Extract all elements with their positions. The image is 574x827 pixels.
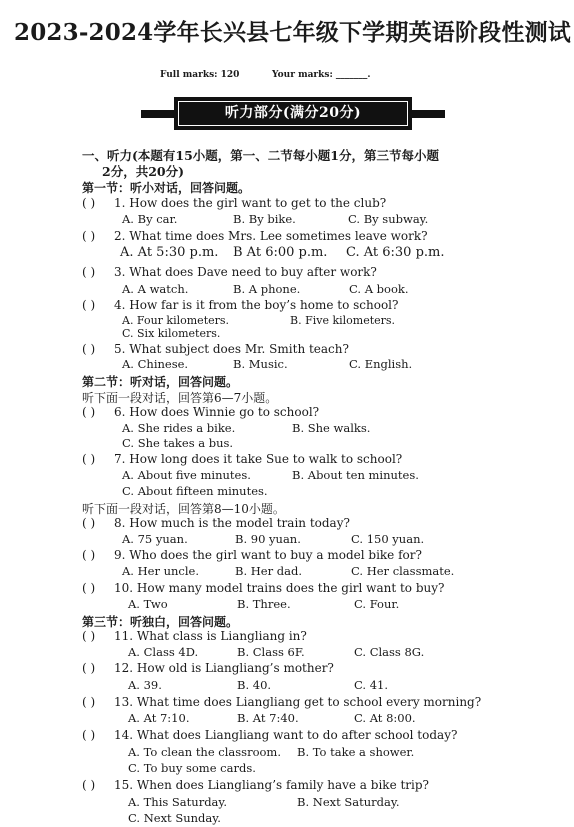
- option: A. Her uncle.: [122, 564, 199, 578]
- option: A. About five minutes.: [122, 468, 251, 482]
- option: A. This Saturday.: [128, 795, 228, 809]
- banner-label: 听力部分(满分20分): [174, 97, 412, 130]
- option: A. Two: [128, 597, 168, 611]
- option: C. Four.: [354, 597, 400, 611]
- question-8: ( ) 8. How much is the model train today?: [82, 516, 350, 530]
- question-6: ( ) 6. How does Winnie go to school?: [82, 405, 320, 419]
- full-marks: Full marks: 120: [160, 70, 240, 80]
- option: A. Chinese.: [122, 357, 189, 371]
- question-12: ( ) 12. How old is Liangliang’s mother?: [82, 661, 334, 675]
- option: C. By subway.: [348, 212, 429, 226]
- option: C. She takes a bus.: [122, 436, 234, 450]
- option: A. Four kilometers.: [122, 314, 230, 327]
- option: B. Five kilometers.: [290, 314, 396, 327]
- option: B. She walks.: [292, 421, 371, 435]
- answer-blank[interactable]: ( ): [82, 778, 96, 792]
- answer-blank[interactable]: ( ): [82, 342, 96, 356]
- answer-blank[interactable]: ( ): [82, 516, 96, 530]
- option: B. About ten minutes.: [292, 468, 419, 482]
- question-13: ( ) 13. What time does Liangliang get to school every morning?: [82, 695, 482, 709]
- option: C. Next Sunday.: [128, 811, 221, 825]
- question-11: ( ) 11. What class is Liangliang in?: [82, 629, 307, 643]
- exam-title: 2023-2024学年长兴县七年级下学期英语阶段性测试: [14, 19, 571, 46]
- answer-blank[interactable]: ( ): [82, 229, 96, 243]
- option: A. Class 4D.: [128, 645, 199, 659]
- option: A. 39.: [128, 678, 162, 692]
- question-4: ( ) 4. How far is it from the boy’s home to school?: [82, 298, 399, 312]
- section1-heading: 第一节：听小对话，回答问题。: [82, 181, 251, 195]
- option: C. Class 8G.: [354, 645, 425, 659]
- answer-blank[interactable]: ( ): [82, 548, 96, 562]
- option: B. At 7:40.: [237, 711, 299, 725]
- option: C. Her classmate.: [351, 564, 455, 578]
- option: B. Her dad.: [235, 564, 302, 578]
- question-3: ( ) 3. What does Dave need to buy after work?: [82, 265, 377, 279]
- option: B At 6:00 p.m.: [233, 245, 328, 260]
- option: C. About fifteen minutes.: [122, 484, 268, 498]
- option: C. At 8:00.: [354, 711, 416, 725]
- question-14: ( ) 14. What does Liangliang want to do after school today?: [82, 728, 458, 742]
- option: B. To take a shower.: [297, 745, 415, 759]
- question-5: ( ) 5. What subject does Mr. Smith teach?: [82, 342, 349, 356]
- question-7: ( ) 7. How long does it take Sue to walk to school?: [82, 452, 403, 466]
- answer-blank[interactable]: ( ): [82, 265, 96, 279]
- answer-blank[interactable]: ( ): [82, 629, 96, 643]
- option: C. English.: [349, 357, 413, 371]
- answer-blank[interactable]: ( ): [82, 452, 96, 466]
- listening-banner: [141, 97, 445, 130]
- your-marks: Your marks: _______.: [272, 70, 371, 80]
- option: B. Music.: [233, 357, 288, 371]
- answer-blank[interactable]: ( ): [82, 695, 96, 709]
- option: C. 41.: [354, 678, 388, 692]
- answer-blank[interactable]: ( ): [82, 661, 96, 675]
- answer-blank[interactable]: ( ): [82, 196, 96, 210]
- option: B. A phone.: [233, 282, 301, 296]
- answer-blank[interactable]: ( ): [82, 728, 96, 742]
- answer-blank[interactable]: ( ): [82, 298, 96, 312]
- question-15: ( ) 15. When does Liangliang’s family have a bike trip?: [82, 778, 429, 792]
- option: B. Class 6F.: [237, 645, 305, 659]
- option: A. By car.: [122, 212, 178, 226]
- option: C. Six kilometers.: [122, 327, 221, 340]
- question-1: ( ) 1. How does the girl want to get to the club?: [82, 196, 387, 210]
- option: C. 150 yuan.: [351, 532, 425, 546]
- option: A. To clean the classroom.: [128, 745, 281, 759]
- option: A. At 5:30 p.m.: [120, 245, 219, 260]
- option: C. To buy some cards.: [128, 761, 256, 775]
- answer-blank[interactable]: ( ): [82, 405, 96, 419]
- option: B. 90 yuan.: [235, 532, 301, 546]
- option: A. A watch.: [122, 282, 189, 296]
- option: B. Three.: [237, 597, 291, 611]
- option: B. By bike.: [233, 212, 296, 226]
- part1-heading-line1: 一、听力(本题有15小题，第一、二节每小题1分，第三节每小题: [82, 148, 440, 163]
- option: A. 75 yuan.: [122, 532, 188, 546]
- option: C. At 6:30 p.m.: [346, 245, 445, 260]
- option: B. 40.: [237, 678, 272, 692]
- answer-blank[interactable]: ( ): [82, 581, 96, 595]
- option: A. At 7:10.: [128, 711, 190, 725]
- question-2: ( ) 2. What time does Mrs. Lee sometimes leave work?: [82, 229, 428, 243]
- part1-heading-line2: 2分，共20分): [102, 164, 185, 179]
- option: C. A book.: [349, 282, 409, 296]
- option: A. She rides a bike.: [122, 421, 236, 435]
- question-10: ( ) 10. How many model trains does the girl want to buy?: [82, 581, 445, 595]
- question-9: ( ) 9. Who does the girl want to buy a model bike for?: [82, 548, 422, 562]
- section2-heading: 第二节：听对话，回答问题。: [82, 375, 239, 389]
- section2-instruction-a: 听下面一段对话，回答第6—7小题。: [82, 391, 278, 405]
- section3-heading: 第三节：听独白，回答问题。: [82, 615, 239, 629]
- option: B. Next Saturday.: [297, 795, 400, 809]
- section2-instruction-b: 听下面一段对话，回答第8—10小题。: [82, 502, 285, 516]
